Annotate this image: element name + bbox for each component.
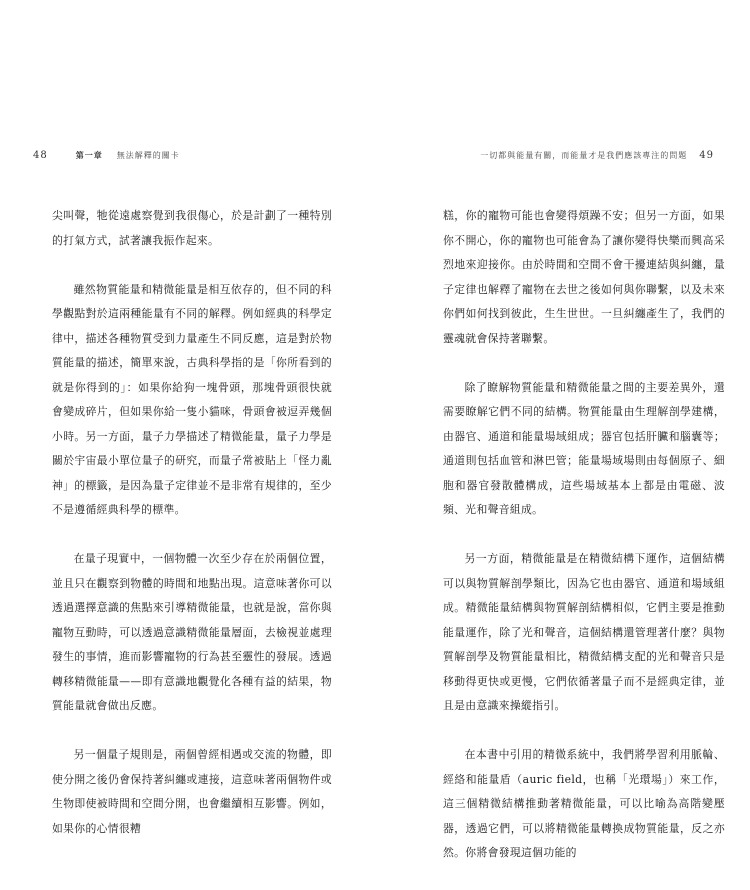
left-running-head: [33, 150, 180, 161]
section-title: 一切都與能量有關，而能量才是我們應該專注的問題: [480, 151, 688, 160]
paragraph: 除了瞭解物質能量和精微能量之間的主要差異外，還需要瞭解它們不同的結構。物質能量由生理解剖學建構，由器官、通道和能量場域組成；器官包括肝臟和腦囊等；通道則包括血管和淋巴管；能量場域場則由每個原子、細胞和器官發散體構成，這些場域基本上都是由電磁、波頻、光和聲音組成。: [443, 380, 725, 516]
right-body-text: [443, 204, 725, 890]
page-number-right: 49: [699, 150, 714, 161]
left-page: [0, 0, 375, 835]
paragraph: 另一方面，精微能量是在精微結構下運作，這個結構可以與物質解剖學類比，因為它也由器官、通道和場域組成。精微能量結構與物質解剖結構相似，它們主要是推動能量運作，除了光和聲音，這個結構還管理著什麼？與物質解剖學及物質能量相比，精微結構支配的光和聲音只是移動得更快或更慢，它們依循著量子而不是經典定律，並且是由意識來操縱指引。: [443, 552, 725, 712]
paragraph: 尖叫聲，牠從遠處察覺到我很傷心，於是計劃了一種特別的打氣方式，試著讓我振作起來。: [52, 209, 332, 247]
right-page: [375, 0, 750, 859]
chapter-title: 無法解釋的關卡: [116, 151, 180, 160]
paragraph: 在本書中引用的精微系統中，我們將學習利用脈輪、經絡和能量盾（auric field，也稱「光環場」）來工作，這三個精微結構推動著精微能量，可以比喻為高階變壓器，透過它們，可以將精微能量轉換成物質能量，反之亦然。你將會發現這個功能的: [443, 748, 725, 859]
paragraph: 糕，你的寵物可能也會變得煩躁不安；但另一方面，如果你不開心，你的寵物也可能會為了讓你變得快樂而興高采烈地來迎接你。由於時間和空間不會干擾連結與糾纏，量子定律也解釋了寵物在去世之後如何與你聯繫，以及未來你們如何找到彼此，生生世世。一旦糾纏產生了，我們的靈魂就會保持著聯繫。: [443, 209, 725, 345]
right-running-head: [480, 150, 714, 161]
page-number-left: 48: [33, 150, 48, 161]
chapter-label: 第一章: [75, 150, 103, 160]
paragraph: 另一個量子規則是，兩個曾經相遇或交流的物體，即使分開之後仍會保持著糾纏或連接，這意味著兩個物件或生物即使被時間和空間分開，也會繼續相互影響。例如，如果你的心情很糟: [52, 748, 332, 835]
left-body-text: [52, 204, 332, 866]
paragraph: 雖然物質能量和精微能量是相互依存的，但不同的科學觀點對於這兩種能量有不同的解釋。例如經典的科學定律中，描述各種物質受到力量產生不同反應，這是對於物質能量的描述，簡單來說，古典科學指的是「你所看到的就是你得到的」：如果你給狗一塊骨頭，那塊骨頭很快就會變成碎片，但如果你給一隻小貓咪，骨頭會被逗弄幾個小時。另一方面，量子力學描述了精微能量，量子力學是關於宇宙最小單位量子的研究，而量子常被貼上「怪力亂神」的標籤，是因為量子定律並不是非常有規律的，至少不是遵循經典科學的標準。: [52, 282, 332, 516]
paragraph: 在量子現實中，一個物體一次至少存在於兩個位置，並且只在觀察到物體的時間和地點出現。這意味著你可以透過選擇意識的焦點來引導精微能量，也就是說，當你與寵物互動時，可以透過意識精微能量層面，去檢視並處理發生的事情，進而影響寵物的行為甚至靈性的發展。透過轉移精微能量——即有意識地觀覺化各種有益的結果，物質能量就會做出反應。: [52, 552, 332, 712]
